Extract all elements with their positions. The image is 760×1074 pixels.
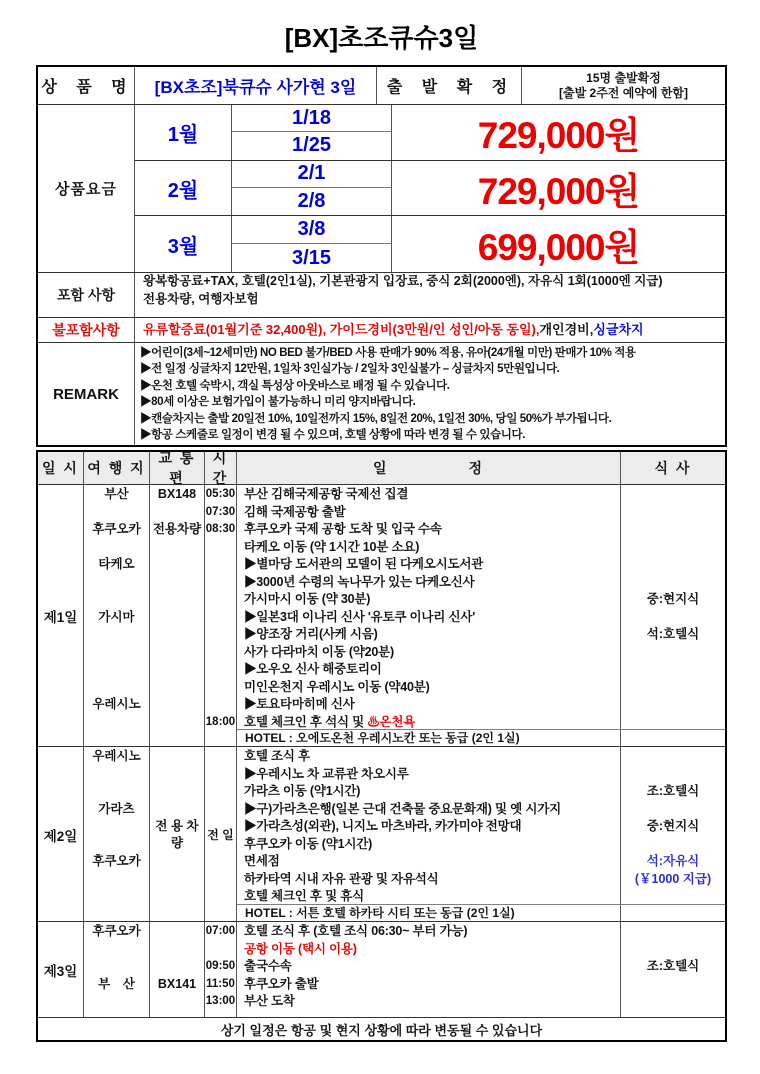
day1-hotel-meal-blank	[621, 730, 725, 746]
date-2: 2/8	[297, 190, 326, 213]
month-cell: 3월	[135, 216, 232, 272]
excluded-row	[38, 318, 725, 343]
day1-label: 제1일	[38, 485, 84, 746]
header-time: 시 간	[205, 452, 237, 484]
date-2: 1/25	[292, 134, 331, 157]
day2-hotel-meal-blank	[621, 905, 725, 921]
price-row-mar	[135, 216, 725, 272]
dates-cell	[232, 216, 392, 272]
price-value: 729,000원	[477, 171, 640, 212]
price-label: 상품요금	[38, 105, 135, 272]
header-date: 일 시	[38, 452, 84, 484]
day2-schedule: 호텔 조식 후 ▶우레시노 차 교류관 차오시루 가라츠 이동 (약1시간) ▶구)가라츠은행(일본 근대 건축물 중요문화재) 및 옛 시가지 ▶가라츠성(외관), 니지노 마츠바라, 카가미야 전망대 후쿠오카 이동 (약1시간) 면세점 하카타역 시내 자유 관광 및 자유석식 호텔 체크인 후 및 휴식	[237, 747, 621, 921]
header-place: 여 행 지	[84, 452, 150, 484]
price-row-jan	[135, 105, 725, 161]
header-schedule: 일 정	[237, 452, 621, 484]
day1-transport: BX148 전용차량	[150, 485, 205, 746]
day1-schedule: 부산 김해국제공항 국제선 집결 김해 국제공항 출발 후쿠오카 국제 공항 도착 및 입국 수속 타케오 이동 (약 1시간 10분 소요) ▶별마당 도서관의 모델이 된 다케오시도서관 ▶3000년 수령의 녹나무가 있는 다케오신사 가시마시 이동 (약 30분) ▶일본3대 이나리 신사 '유토쿠 이나리 신사' ▶양조장 거리(사케 시음) 사가 다라마치 이동 (약20분) ▶오우오 신사 해중토리이 미인온천지 우레시노 이동 (약40분) ▶토요타마히메 신사 호텔 체크인 후 석식 및 ♨온천욕	[237, 485, 621, 746]
day3-label: 제3일	[38, 922, 84, 1017]
page-title: [BX]초조큐슈3일	[284, 23, 479, 53]
month-cell: 2월	[135, 161, 232, 216]
included-label: 포함 사항	[38, 273, 135, 317]
included-content: 왕복항공료+TAX, 호텔(2인1실), 기본관광지 입장료, 중식 2회(2000엔), 자유식 1회(1000엔 지급) 전용차량, 여행자보험	[143, 274, 663, 306]
day3-schedule: 호텔 조식 후 (호텔 조식 06:30~ 부터 가능) 공항 이동 (택시 이용) 출국수속 후쿠오카 출발 부산 도착	[237, 922, 621, 1017]
price-value: 729,000원	[477, 115, 640, 157]
itinerary-header	[38, 452, 725, 485]
departure-line1: 15명 출발확정	[586, 70, 661, 85]
remark-row	[38, 343, 725, 445]
date-1: 1/18	[232, 105, 391, 132]
day1-hotel: HOTEL : 오에도온천 우레시노칸 또는 동급 (2인 1실)	[237, 730, 621, 746]
day2-block	[38, 747, 725, 922]
price-row-feb	[135, 161, 725, 217]
day3-places: 후쿠오카 부 산	[84, 922, 150, 1017]
product-label: 상 품 명	[38, 67, 135, 104]
month-cell: 1월	[135, 105, 232, 160]
day3-transport: BX141	[150, 922, 205, 1017]
day2-label: 제2일	[38, 747, 84, 921]
dates-cell	[232, 105, 392, 160]
date-1: 2/1	[232, 161, 391, 188]
header-transport: 교 통 편	[150, 452, 205, 484]
day1-places: 부산 후쿠오카 타케오 가시마 우레시노	[84, 485, 150, 746]
day2-transport: 전 용 차 량	[150, 747, 205, 921]
day3-meals: 조:호텔식	[646, 959, 700, 973]
day3-times: 07:00 09:50 11:50 13:00	[205, 922, 237, 1017]
itinerary-footer: 상기 일정은 항공 및 현지 상황에 따라 변동될 수 있습니다	[220, 1022, 543, 1038]
product-row	[38, 67, 725, 105]
date-1: 3/8	[232, 216, 391, 244]
dates-cell	[232, 161, 392, 216]
excluded-label: 불포함사항	[38, 318, 135, 342]
day1-block	[38, 485, 725, 747]
departure-info	[522, 67, 725, 104]
remark-content: ▶어린이(3세~12세미만) NO BED 불가/BED 사용 판매가 90% 적용, 유아(24개월 미만) 판매가 10% 적용 ▶전 일정 싱글차지 12만원, 1일차 3인실가능 / 2일차 3인실불가 – 싱글차지 5만원입니다. ▶온천 호텔 숙박시, 객실 특성상 아웃바스로 배정 될 수 있습니다. ▶80세 이상은 보험가입이 불가능하니 미리 양지바랍니다. ▶캔슬차지는 출발 20일전 10%, 10일전까지 15%, 8일전 20%, 1일전 30%, 당일 50%가 부가됩니다. ▶항공 스케줄로 일정이 변경 될 수 있으며, 호텔 상황에 따라 변경 될 수 있습니다.	[140, 346, 636, 441]
day1-hotel-row	[237, 729, 725, 746]
day1-meals: 중:현지식 석:호텔식	[646, 592, 700, 641]
day2-places: 우레시노 가라츠 후쿠오카	[84, 747, 150, 921]
price-value: 699,000원	[477, 227, 640, 269]
included-row	[38, 273, 725, 318]
info-table	[36, 65, 727, 447]
date-2: 3/15	[292, 246, 331, 269]
remark-label: REMARK	[38, 343, 135, 445]
price-rows	[135, 105, 725, 272]
day3-block	[38, 922, 725, 1018]
departure-label: 출 발 확 정	[377, 67, 522, 104]
day2-meals: 조:호텔식 중:현지식 석:자유식 (￥1000 지급)	[634, 784, 712, 886]
day2-hotel-row	[237, 904, 725, 921]
day2-hotel: HOTEL : 서튼 호텔 하카타 시티 또는 동급 (2인 1실)	[237, 905, 621, 921]
tour-document	[36, 18, 727, 1042]
product-name: [BX초조]북큐슈 사가현 3일	[135, 67, 377, 104]
header-meal: 식 사	[654, 460, 692, 476]
itinerary-table	[36, 450, 727, 1042]
day1-times: 05:30 07:30 08:30 18:00	[205, 485, 237, 746]
departure-line2: [출발 2주전 예약에 한함]	[559, 85, 688, 100]
price-section	[38, 105, 725, 273]
day2-time: 전 일	[205, 747, 237, 921]
excluded-content: 유류할증료(01월기준 32,400원), 가이드경비(3만원/인 성인/아동 동일), 개인경비, 싱글차지	[143, 322, 644, 337]
